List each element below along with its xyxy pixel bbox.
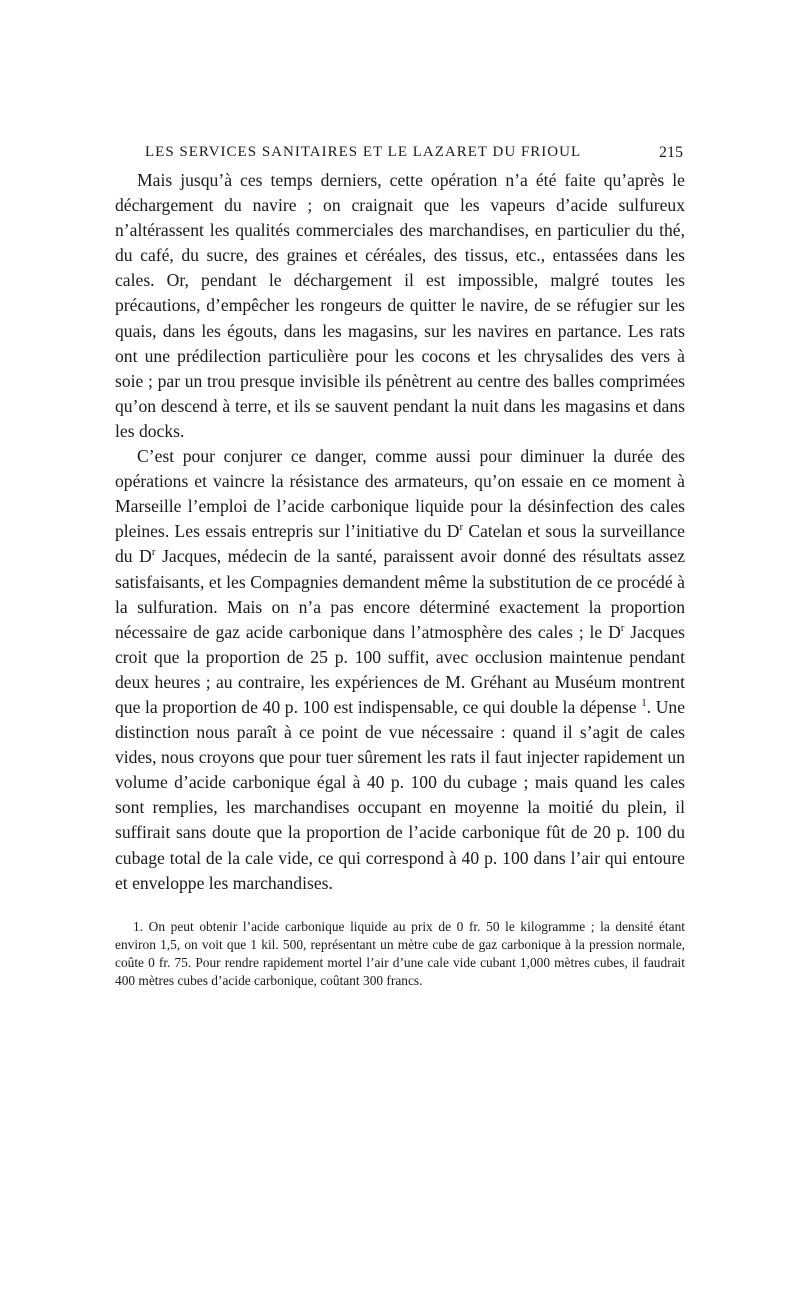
page-number: 215	[659, 144, 683, 161]
paragraph-1-text: Mais jusqu’à ces temps derniers, cette opération n’a été faite qu’après le déchargement du navire ; on craignait que les vapeurs d’acide sulfureux n’altérassent les qualités commerciales des marchandises, en particulier du thé, du café, du sucre, des graines et céréales, des tissus, etc., entassées dans les cales. Or, pendant le déchargement il est impossible, malgré toutes les précautions, d’empêcher les rongeurs de quitter le navire, de se réfugier sur les quais, dans les égouts, dans les magasins, sur les navires en partance. Les rats ont une prédilection particulière pour les cocons et les chrysalides des vers à soie ; par un trou presque invisible ils pénètrent au centre des balles comprimées qu’on descend à terre, et ils se sauvent pendant la nuit dans les magasins et dans les docks.	[115, 170, 685, 441]
paragraph-2	[115, 444, 685, 896]
paragraph-2-text-b: Catelan et sous la surveillance du D	[115, 521, 685, 567]
paragraph-2-text-c: Jacques, médecin de la santé, paraissent avoir donné des résultats assez satisfaisants, et les Compagnies demandent même la substitution de ce procédé à la sulfuration. Mais on n’a pas encore déterminé exactement la proportion nécessaire de gaz acide carbonique dans l’atmosphère des cales ; le D	[115, 546, 686, 642]
body-text	[115, 168, 685, 896]
running-title: LES SERVICES SANITAIRES ET LE LAZARET DU FRIOUL	[145, 144, 582, 160]
footnote-reference: 1	[641, 697, 647, 710]
paragraph-2-text-d: Jacques croit que la proportion de 25 p. 100 suffit, avec occlusion maintenue pendant deux heures ; au contraire, les expériences de M. Gréhant au Muséum montrent que la proportion de 40 p. 100 est indispensable, ce qui double la dépense	[115, 621, 685, 717]
doctor-abbrev-superscript: r	[151, 546, 156, 559]
paragraph-1	[115, 168, 685, 444]
footnote-1: 1. On peut obtenir l’acide carbonique liquide au prix de 0 fr. 50 le kilogramme ; la densité étant environ 1,5, on voit que 1 kil. 500, représentant un mètre cube de gaz carbonique à la pression normale, coûte 0 fr. 75. Pour rendre rapidement mortel l’air d’une cale vide cubant 1,000 mètres cubes, il faudrait 400 mètres cubes d’acide carbonique, coûtant 300 francs.	[115, 918, 685, 988]
doctor-abbrev-superscript: r	[459, 521, 464, 534]
paragraph-2-text-e: . Une distinction nous paraît à ce point de vue nécessaire : quand il s’agit de cales vides, nous croyons que pour tuer sûrement les rats il faut injecter rapidement un volume d’acide carbonique égal à 40 p. 100 du cubage ; mais quand les cales sont remplies, les marchandises occupant en moyenne la moitié du plein, il suffirait sans doute que la proportion de l’acide carbonique fût de 20 p. 100 du cubage total de la cale vide, ce qui correspond à 40 p. 100 dans l’air qui entoure et enveloppe les marchandises.	[115, 696, 686, 893]
footnotes	[115, 918, 685, 990]
doctor-abbrev-superscript: r	[620, 621, 625, 634]
running-head	[115, 140, 685, 166]
paragraph-2-text-a: C’est pour conjurer ce danger, comme aussi pour diminuer la durée des opérations et vaincre la résistance des armateurs, qu’on essaie en ce moment à Marseille l’emploi de l’acide carbonique liquide pour la désinfection des cales pleines. Les essais entrepris sur l’initiative du D	[115, 446, 685, 542]
book-page	[115, 140, 685, 990]
